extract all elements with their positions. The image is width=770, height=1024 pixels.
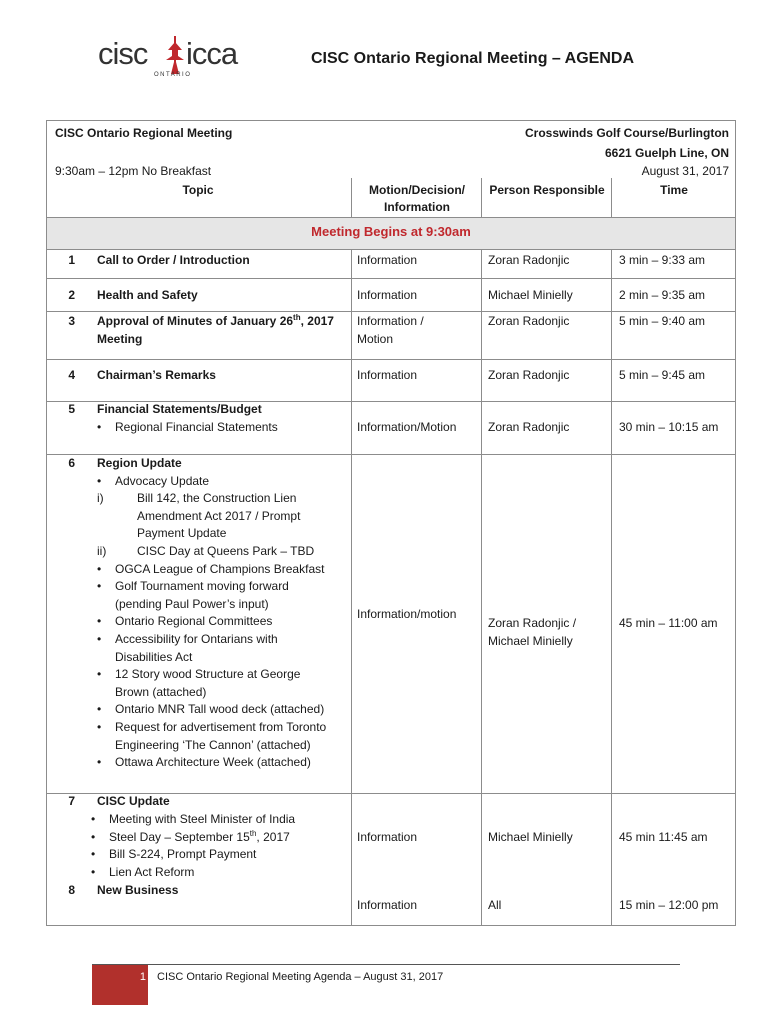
item-topic: New Business: [97, 883, 179, 897]
bullet-item: • Meeting with Steel Minister of India: [91, 811, 351, 829]
bullet-text: , 2017: [256, 829, 290, 844]
bullet-item: • Ontario MNR Tall wood deck (attached): [97, 701, 333, 719]
address: 6621 Guelph Line, ON: [604, 146, 729, 160]
item-time: 3 min – 9:33 am: [619, 253, 706, 267]
bullet-text: Steel Day – September 15: [109, 829, 250, 844]
item-time: 45 min – 11:00 am: [619, 616, 718, 630]
page-title: CISC Ontario Regional Meeting – AGENDA: [311, 50, 634, 67]
logo-icca-text: icca: [186, 36, 238, 71]
item-motion: Information: [357, 368, 418, 382]
bullet-item: • OGCA League of Champions Breakfast: [97, 561, 333, 579]
row-separator: [47, 278, 735, 279]
logo-cisc-text: cisc: [98, 36, 148, 71]
item-topic-line2: Meeting: [97, 331, 143, 346]
item-person: Zoran Radonjic: [488, 314, 570, 328]
agenda-table: [46, 120, 736, 926]
column-divider: [481, 178, 482, 217]
item-topic: [97, 313, 351, 348]
item-motion: Information/Motion: [357, 420, 457, 434]
item-topic: Call to Order / Introduction: [97, 253, 250, 267]
bullet-item: • 12 Story wood Structure at George Brown (attached): [97, 666, 333, 701]
meeting-begins-band: [47, 217, 735, 250]
time-note: 9:30am – 12pm No Breakfast: [55, 164, 212, 178]
item-motion-line1: Information /: [357, 314, 424, 328]
item-motion: Information: [357, 288, 418, 302]
item-time: 5 min – 9:40 am: [619, 314, 706, 328]
footer-rule: [92, 964, 680, 965]
subitem-number: ii): [97, 543, 107, 558]
item-topic: [97, 401, 351, 436]
column-header-motion-line1: Motion/Decision/: [369, 183, 465, 197]
item-number: 4: [68, 368, 75, 382]
item-topic-superscript: th: [293, 313, 301, 322]
column-divider: [481, 250, 482, 926]
bullet-item: • Ontario Regional Committees: [97, 613, 333, 631]
item-number: 6: [68, 456, 75, 470]
item-bullets: [97, 473, 347, 491]
subitem-line: Amendment Act 2017 / Prompt: [137, 508, 301, 523]
meeting-name: CISC Ontario Regional Meeting: [55, 126, 233, 140]
bullet-item: [91, 829, 351, 847]
item-motion: Information: [357, 898, 418, 912]
item-person: [488, 615, 576, 650]
item-number: 5: [68, 402, 75, 416]
item-topic-text: , 2017: [300, 314, 334, 328]
column-header-motion: [353, 182, 481, 216]
item-time: 2 min – 9:35 am: [619, 288, 706, 302]
cisc-icca-logo: [98, 36, 258, 84]
item-number: 3: [68, 314, 75, 328]
item-topic: Chairman’s Remarks: [97, 368, 216, 382]
item-motion: Information: [357, 830, 418, 844]
item-number: 7: [68, 794, 75, 808]
item-number: 1: [68, 253, 75, 267]
item-number: 8: [68, 883, 75, 897]
column-header-motion-line2: Information: [384, 200, 450, 214]
item-person: Zoran Radonjic: [488, 420, 570, 434]
item-motion-line2: Motion: [357, 331, 394, 346]
item-topic: [97, 793, 351, 811]
numbered-subitem: [97, 543, 347, 561]
column-header-person: Person Responsible: [489, 183, 605, 197]
bullet-item: • Ottawa Architecture Week (attached): [97, 754, 333, 772]
item-bullets: [91, 811, 351, 881]
subitem-line: CISC Day at Queens Park – TBD: [137, 543, 315, 558]
item-time: 30 min – 10:15 am: [619, 420, 719, 434]
item-person: All: [488, 898, 502, 912]
item-person: Zoran Radonjic: [488, 253, 570, 267]
row-separator: [47, 359, 735, 360]
column-divider: [611, 178, 612, 217]
bullet-item: • Request for advertisement from Toronto Engineering ‘The Cannon’ (attached): [97, 719, 333, 754]
column-divider: [611, 250, 612, 926]
bullet-item: • Bill S-224, Prompt Payment: [91, 846, 351, 864]
item-person: Zoran Radonjic: [488, 368, 570, 382]
logo-region-text: ONTARIO: [154, 72, 192, 78]
footer-text: CISC Ontario Regional Meeting Agenda – August 31, 2017: [157, 971, 444, 983]
item-motion: Information: [357, 253, 418, 267]
meeting-date: August 31, 2017: [641, 164, 729, 178]
bullet-item: • Lien Act Reform: [91, 864, 351, 882]
item-motion: [357, 313, 424, 348]
item-person-line2: Michael Minielly: [488, 633, 573, 648]
subitem-line: Bill 142, the Construction Lien: [137, 491, 297, 506]
item-time: 5 min – 9:45 am: [619, 368, 706, 382]
subitem-number: i): [97, 491, 104, 506]
column-divider: [351, 178, 352, 217]
numbered-subitem: [97, 490, 347, 543]
column-header-time: Time: [660, 183, 688, 197]
bullet-item: • Accessibility for Ontarians with Disabilities Act: [97, 631, 333, 666]
row-separator: [47, 311, 735, 312]
item-person: Michael Minielly: [488, 288, 573, 302]
item-topic: Health and Safety: [97, 288, 198, 302]
bullet-superscript: th: [249, 828, 257, 838]
cn-tower-icon: [164, 36, 186, 74]
item-person-line1: Zoran Radonjic /: [488, 616, 577, 630]
footer-page-number: 1: [139, 971, 146, 983]
meeting-begins-text: Meeting Begins at 9:30am: [311, 224, 471, 239]
item-bullets: [97, 561, 333, 772]
bullet-item: • Regional Financial Statements: [97, 419, 351, 437]
column-divider: [351, 250, 352, 926]
item-time: 45 min 11:45 am: [619, 830, 708, 844]
subitem-line: Payment Update: [137, 526, 227, 541]
venue: Crosswinds Golf Course/Burlington: [524, 126, 729, 140]
item-topic-text: Approval of Minutes of January 26: [97, 314, 294, 328]
item-number: 2: [68, 288, 75, 302]
bullet-item: • Golf Tournament moving forward (pending Paul Power’s input): [97, 578, 333, 613]
item-topic-title: Region Update: [97, 456, 182, 470]
item-time: 15 min – 12:00 pm: [619, 898, 719, 912]
item-topic-line1: [97, 313, 351, 331]
item-bullets: [97, 419, 351, 437]
column-header-topic: Topic: [182, 183, 214, 197]
item-person: Michael Minielly: [488, 830, 573, 844]
item-topic-title: CISC Update: [97, 794, 170, 808]
item-topic-title: Financial Statements/Budget: [97, 402, 262, 416]
item-topic: [97, 455, 347, 772]
item-motion: Information/motion: [357, 607, 457, 621]
bullet-item: • Advocacy Update: [97, 473, 347, 491]
